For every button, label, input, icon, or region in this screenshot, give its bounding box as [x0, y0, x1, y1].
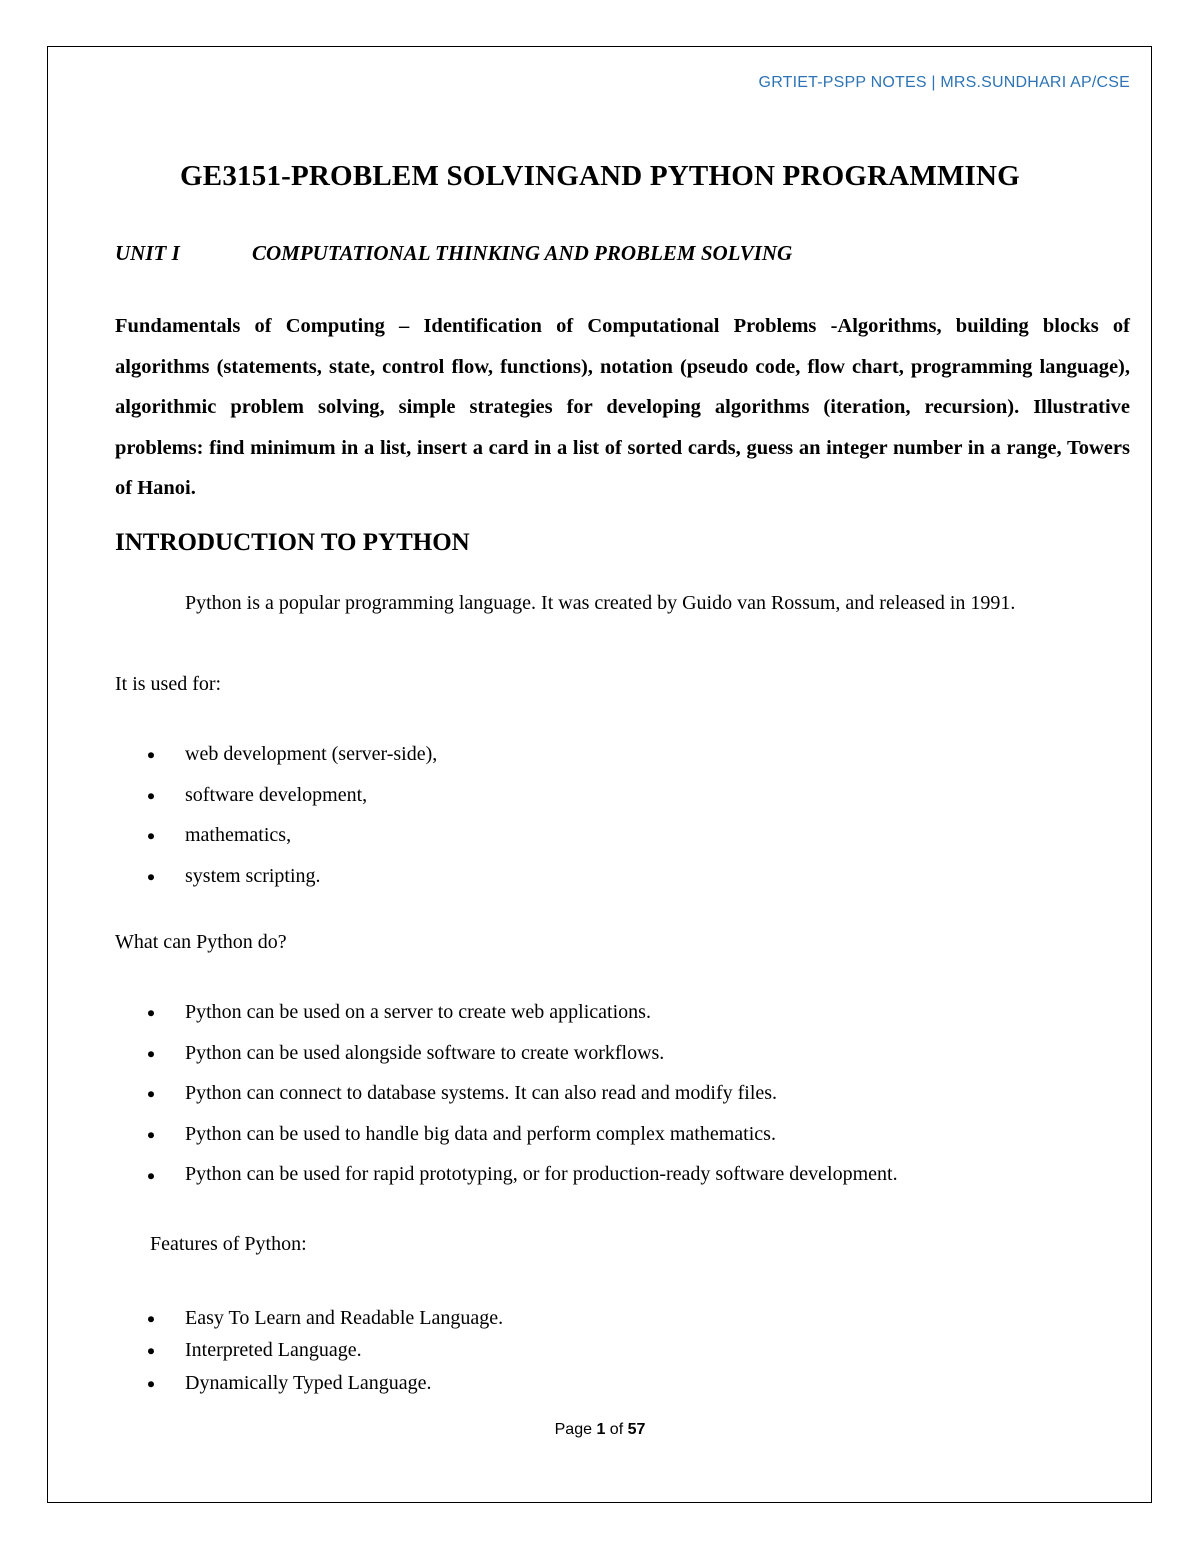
document-title: GE3151-PROBLEM SOLVINGAND PYTHON PROGRAMMING — [180, 160, 1020, 192]
uses-list — [145, 734, 437, 896]
footer-mid: of — [605, 1421, 628, 1438]
list-item: Dynamically Typed Language. — [145, 1367, 503, 1399]
syllabus-paragraph: Fundamentals of Computing – Identification of Computational Problems -Algorithms, building blocks of algorithms (statements, state, control flow, functions), notation (pseudo code, flow chart, programming language), algorithmic problem solving, simple strategies for developing algorithms (iteration, recursion). Illustrative problems: find minimum in a list, insert a card in a list of sorted cards, guess an integer number in a range, Towers of Hanoi. — [115, 315, 1130, 500]
section-heading-introduction: INTRODUCTION TO PYTHON — [115, 529, 470, 556]
page-header: GRTIET-PSPP NOTES | MRS.SUNDHARI AP/CSE — [758, 74, 1130, 91]
list-item: software development, — [145, 775, 437, 816]
can-do-list — [145, 992, 898, 1195]
unit-name: COMPUTATIONAL THINKING AND PROBLEM SOLVING — [252, 241, 793, 265]
list-item: Python can be used to handle big data and perform complex mathematics. — [145, 1114, 898, 1155]
footer-page-total: 57 — [627, 1421, 646, 1438]
list-item: mathematics, — [145, 815, 437, 856]
list-item: system scripting. — [145, 856, 437, 897]
list-item: Python can be used for rapid prototyping, or for production-ready software development. — [145, 1154, 898, 1195]
unit-number: UNIT I — [115, 241, 180, 265]
list-item: Easy To Learn and Readable Language. — [145, 1302, 503, 1334]
footer-prefix: Page — [554, 1421, 597, 1438]
can-do-label: What can Python do? — [115, 931, 287, 953]
page-footer — [0, 1421, 1200, 1439]
features-list — [145, 1302, 503, 1399]
unit-heading — [115, 241, 792, 266]
list-item: Interpreted Language. — [145, 1334, 503, 1366]
intro-paragraph: Python is a popular programming language. It was created by Guido van Rossum, and released in 1991. — [185, 592, 1016, 614]
list-item: web development (server-side), — [145, 734, 437, 775]
features-label: Features of Python: — [150, 1233, 307, 1255]
uses-label: It is used for: — [115, 673, 222, 695]
list-item: Python can connect to database systems. It can also read and modify files. — [145, 1073, 898, 1114]
footer-page-number: 1 — [596, 1421, 606, 1438]
list-item: Python can be used on a server to create web applications. — [145, 992, 898, 1033]
list-item: Python can be used alongside software to create workflows. — [145, 1033, 898, 1074]
